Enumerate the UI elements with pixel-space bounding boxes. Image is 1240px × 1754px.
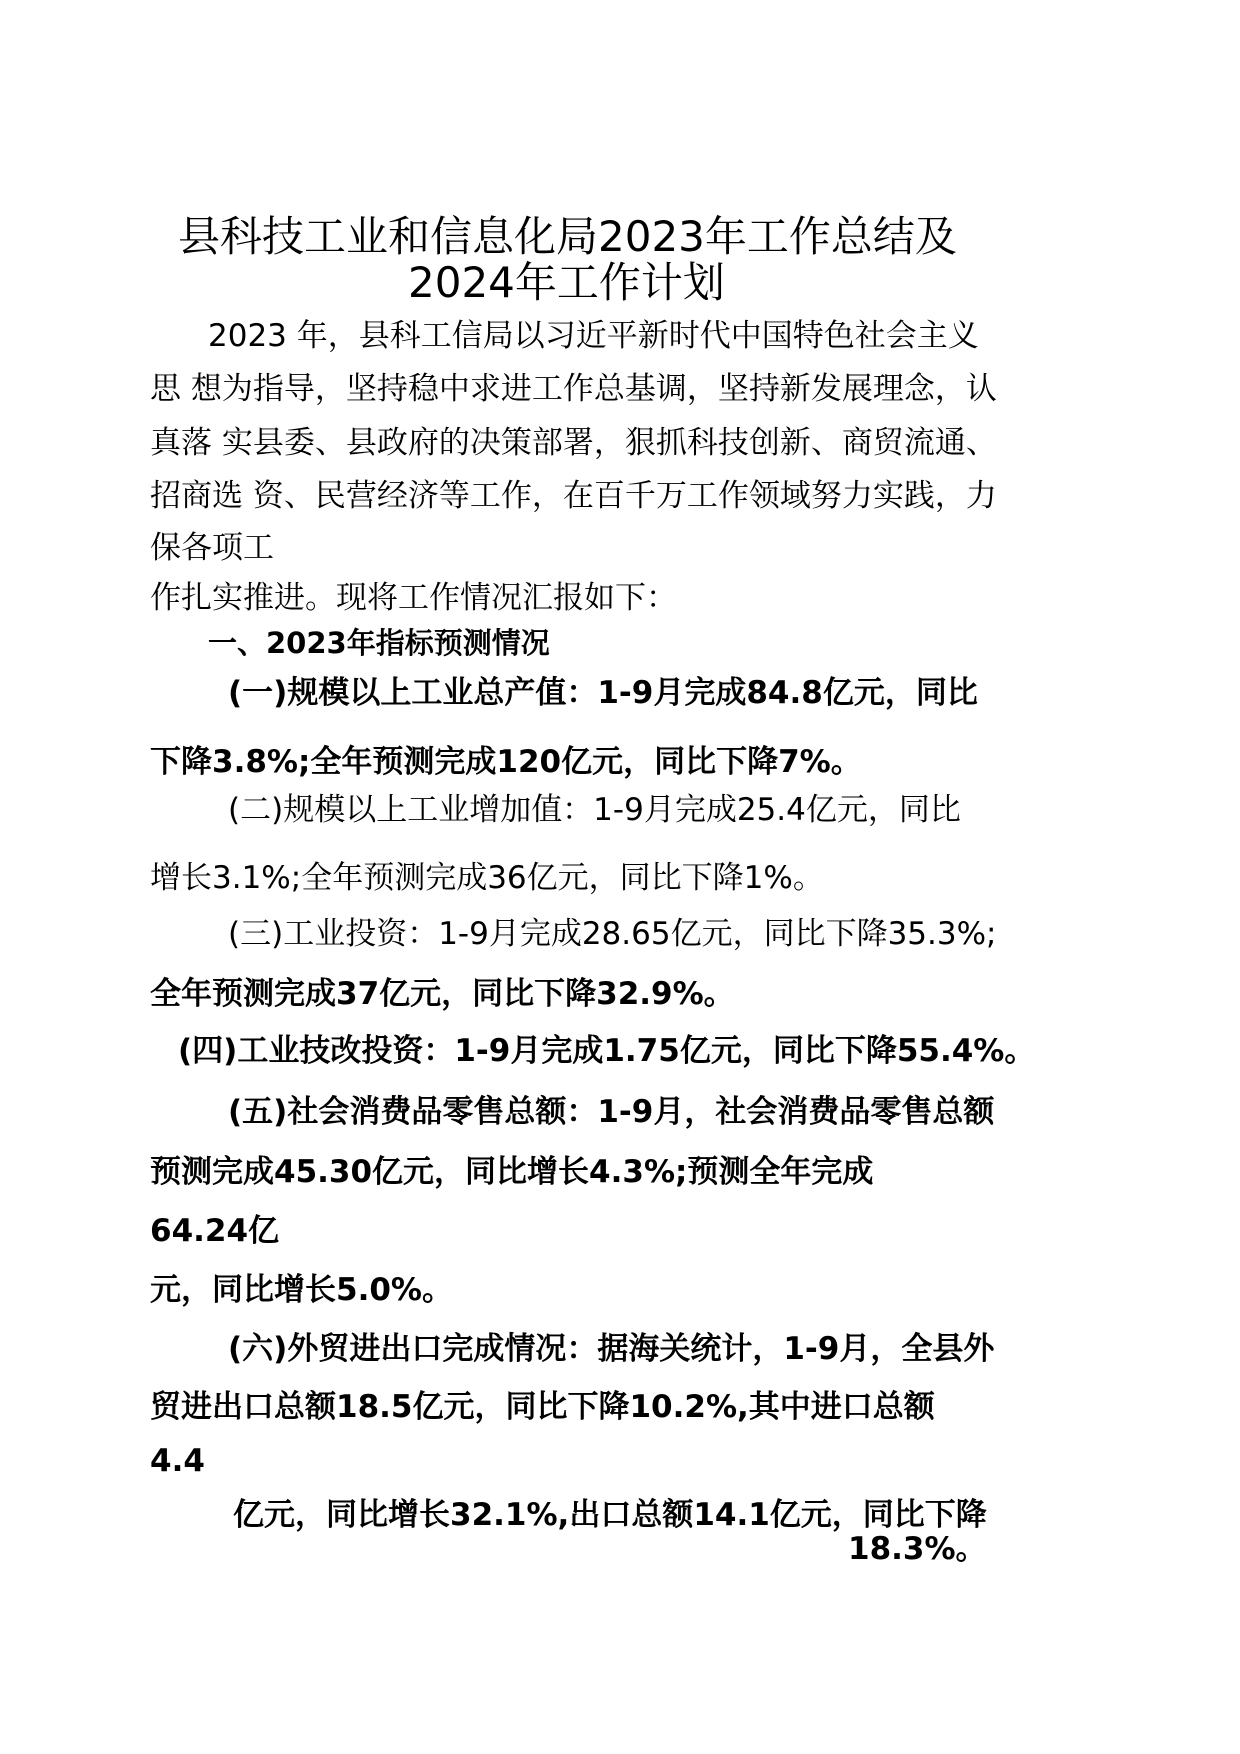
intro-line-6: 作扎实推进。现将工作情况汇报如下： [150, 580, 677, 616]
item-6-line-5: 18.3%。 [848, 1531, 987, 1567]
intro-line-3: 真落 实县委、县政府的决策部署，狠抓科技创新、商贸流通、 [150, 425, 997, 461]
item-6-line-3: 4.4 [150, 1443, 205, 1479]
item-6-line-1: (六)外贸进出口完成情况：据海关统计，1-9月，全县外 [228, 1331, 995, 1367]
section-heading: 一、2023年指标预测情况 [208, 626, 550, 660]
item-1-line-1: (一)规模以上工业总产值：1-9月完成84.8亿元，同比 [228, 675, 978, 711]
intro-line-5: 保各项工 [150, 530, 274, 566]
item-5-line-2: 预测完成45.30亿元，同比增长4.3%;预测全年完成 [150, 1154, 874, 1190]
intro-line-4: 招商选 资、民营经济等工作，在百千万工作领域努力实践，力 [150, 478, 997, 514]
item-5-line-4: 元，同比增长5.0%。 [150, 1272, 453, 1308]
doc-title-line-2: 2024年工作计划 [408, 258, 725, 307]
item-4-line-1: (四)工业技改投资：1-9月完成1.75亿元，同比下降55.4%。 [178, 1033, 1036, 1069]
item-6-line-2: 贸进出口总额18.5亿元，同比下降10.2%,其中进口总额 [150, 1389, 935, 1425]
item-2-line-1: (二)规模以上工业增加值：1-9月完成25.4亿元，同比 [228, 792, 961, 828]
item-3-line-1: (三)工业投资：1-9月完成28.65亿元，同比下降35.3%; [228, 916, 997, 952]
item-5-line-3: 64.24亿 [150, 1213, 280, 1249]
intro-line-1: 2023 年，县科工信局以习近平新时代中国特色社会主义 [208, 318, 979, 354]
item-2-line-2: 增长3.1%;全年预测完成36亿元，同比下降1%。 [150, 860, 824, 896]
item-3-line-2: 全年预测完成37亿元，同比下降32.9%。 [150, 976, 735, 1012]
item-5-line-1: (五)社会消费品零售总额：1-9月，社会消费品零售总额 [228, 1094, 995, 1130]
intro-line-2: 思 想为指导，坚持稳中求进工作总基调，坚持新发展理念，认 [150, 371, 997, 407]
item-1-line-2: 下降3.8%;全年预测完成120亿元，同比下降7%。 [150, 744, 862, 780]
item-6-line-4: 亿元，同比增长32.1%,出口总额14.1亿元，同比下降 [233, 1497, 987, 1533]
doc-title-line-1: 县科技工业和信息化局2023年工作总结及 [178, 212, 957, 261]
